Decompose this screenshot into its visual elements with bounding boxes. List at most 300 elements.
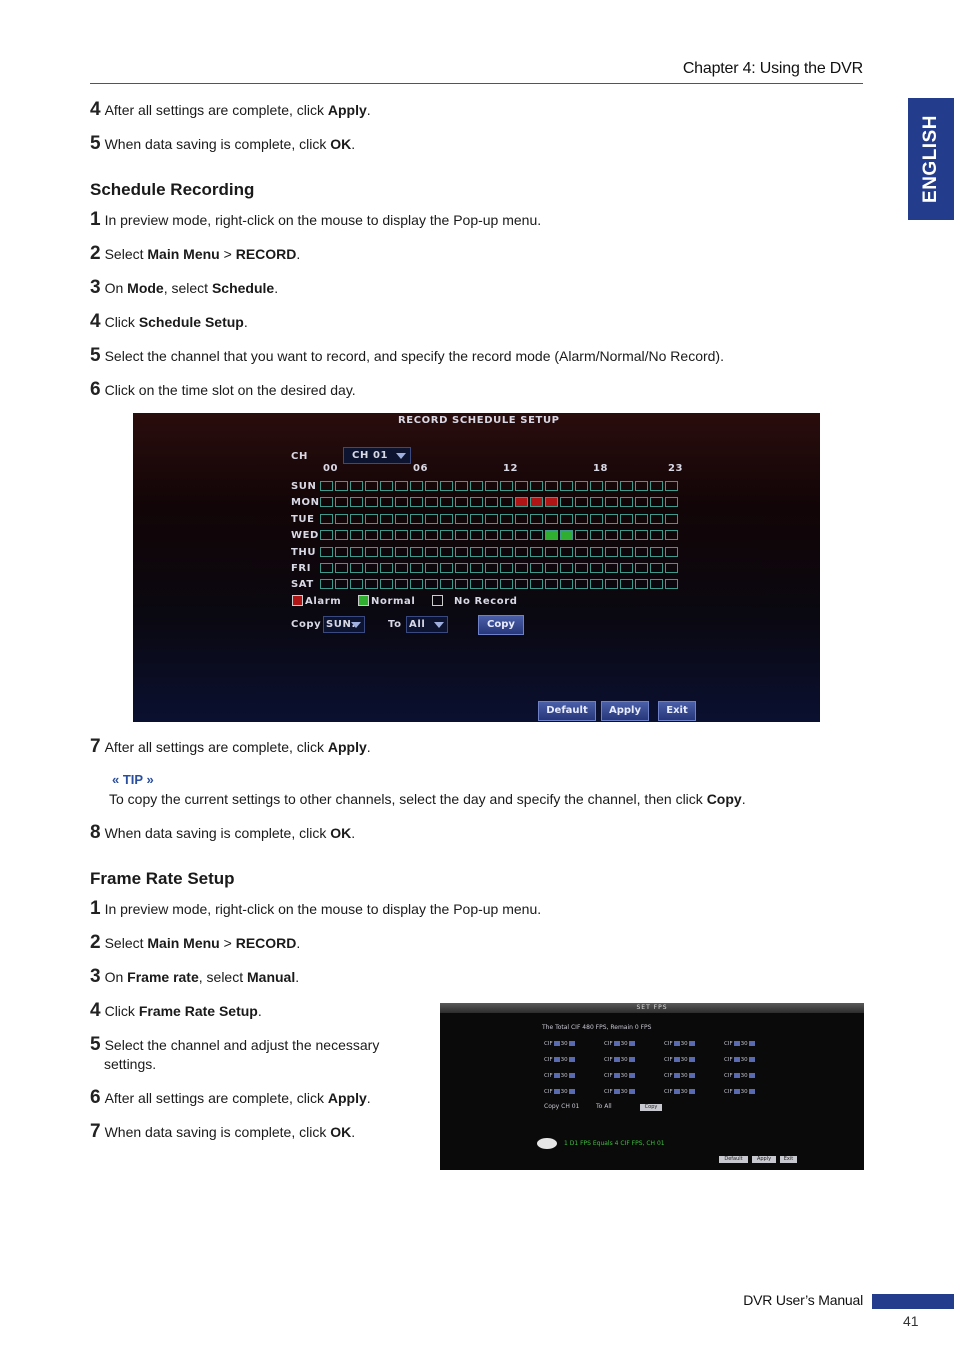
schedule-slot[interactable]	[545, 579, 558, 589]
schedule-slot[interactable]	[470, 563, 483, 573]
schedule-slot[interactable]	[410, 514, 423, 524]
day-label: THU	[291, 546, 317, 558]
schedule-slot[interactable]	[410, 497, 423, 507]
step-text: Click on the time slot on the desired day.	[104, 382, 356, 398]
schedule-slot[interactable]	[380, 514, 393, 524]
hour-label: 23	[668, 463, 684, 474]
fps-to-all: To All	[596, 1103, 612, 1110]
day-label: MON	[291, 497, 320, 509]
schedule-slot[interactable]	[515, 547, 528, 557]
schedule-slot[interactable]	[575, 497, 588, 507]
schedule-slot[interactable]	[620, 497, 633, 507]
step-text: >	[219, 246, 236, 262]
schedule-slot[interactable]	[590, 514, 603, 524]
schedule-slot[interactable]	[320, 579, 333, 589]
fps-channel-setting[interactable]: CIF 30	[664, 1057, 696, 1063]
day-label: FRI	[291, 563, 312, 574]
to-label: To	[388, 619, 402, 630]
schedule-slot[interactable]	[440, 563, 453, 573]
fps-screen-title: SET FPS	[440, 1003, 864, 1013]
schedule-slot[interactable]	[335, 481, 348, 491]
schedule-slot[interactable]	[440, 530, 453, 540]
step-text: Select the channel and adjust the necessary	[104, 1037, 380, 1053]
schedule-slot[interactable]	[380, 547, 393, 557]
fps-step-6	[90, 1088, 371, 1108]
step-number: 4	[90, 1000, 101, 1021]
step-text: On	[104, 280, 128, 296]
schedule-slot[interactable]	[530, 547, 543, 557]
fps-default-button[interactable]: Default	[719, 1156, 748, 1163]
schedule-slot[interactable]	[410, 547, 423, 557]
schedule-slot[interactable]	[500, 514, 513, 524]
step-text: Select	[104, 246, 148, 262]
step-bold: RECORD	[235, 935, 297, 951]
step-bold: Apply	[327, 102, 367, 118]
schedule-slot[interactable]	[530, 481, 543, 491]
schedule-slot[interactable]	[380, 563, 393, 573]
schedule-slot[interactable]	[455, 547, 468, 557]
schedule-slot[interactable]	[335, 547, 348, 557]
step-number: 5	[90, 133, 101, 154]
schedule-slot[interactable]	[455, 497, 468, 507]
schedule-slot[interactable]	[650, 547, 663, 557]
step-number: 5	[90, 1034, 101, 1055]
step-top-4	[90, 100, 371, 120]
schedule-slot[interactable]	[620, 579, 633, 589]
schedule-slot[interactable]	[665, 579, 678, 589]
schedule-slot[interactable]	[620, 514, 633, 524]
schedule-slot[interactable]	[515, 514, 528, 524]
schedule-slot[interactable]	[440, 579, 453, 589]
step-bold: OK	[330, 136, 352, 152]
fps-step-7	[90, 1122, 355, 1142]
schedule-slot[interactable]	[605, 514, 618, 524]
schedule-slot[interactable]	[470, 579, 483, 589]
schedule-slot[interactable]	[515, 497, 528, 507]
schedule-slot[interactable]	[350, 514, 363, 524]
schedule-slot[interactable]	[425, 481, 438, 491]
step-number: 6	[90, 1087, 101, 1108]
schedule-step-3	[90, 278, 278, 298]
schedule-slot[interactable]	[560, 579, 573, 589]
schedule-slot[interactable]	[425, 514, 438, 524]
schedule-slot[interactable]	[605, 497, 618, 507]
schedule-slot[interactable]	[440, 514, 453, 524]
tip-text	[109, 791, 746, 807]
step-bold: Main Menu	[147, 935, 220, 951]
schedule-slot[interactable]	[635, 481, 648, 491]
schedule-slot[interactable]	[605, 481, 618, 491]
schedule-slot[interactable]	[485, 579, 498, 589]
schedule-slot[interactable]	[320, 563, 333, 573]
schedule-slot[interactable]	[380, 481, 393, 491]
schedule-slot[interactable]	[470, 530, 483, 540]
schedule-slot[interactable]	[620, 530, 633, 540]
schedule-slot[interactable]	[575, 547, 588, 557]
copy-label: Copy	[291, 619, 322, 630]
schedule-slot[interactable]	[635, 497, 648, 507]
record-screen-title: RECORD SCHEDULE SETUP	[398, 415, 560, 426]
schedule-slot[interactable]	[440, 481, 453, 491]
hour-label: 00	[323, 463, 339, 474]
schedule-step-6	[90, 380, 356, 400]
schedule-slot[interactable]	[650, 579, 663, 589]
fps-channel-setting[interactable]: CIF 30	[604, 1057, 636, 1063]
schedule-slot[interactable]	[605, 547, 618, 557]
schedule-slot[interactable]	[455, 579, 468, 589]
channel-select[interactable]	[343, 447, 411, 464]
schedule-slot[interactable]	[425, 530, 438, 540]
schedule-slot[interactable]	[455, 481, 468, 491]
fps-channel-setting[interactable]: CIF 30	[724, 1073, 756, 1079]
copy-button[interactable]: Copy	[478, 615, 524, 635]
schedule-slot[interactable]	[320, 547, 333, 557]
schedule-step-4	[90, 312, 248, 332]
schedule-slot[interactable]	[575, 563, 588, 573]
schedule-slot[interactable]	[560, 563, 573, 573]
fps-channel-setting[interactable]: CIF 30	[604, 1041, 636, 1047]
schedule-slot[interactable]	[470, 481, 483, 491]
schedule-slot[interactable]	[335, 530, 348, 540]
schedule-slot[interactable]	[425, 547, 438, 557]
fps-exit-button[interactable]: Exit	[780, 1156, 797, 1163]
schedule-slot[interactable]	[650, 497, 663, 507]
schedule-slot[interactable]	[560, 530, 573, 540]
schedule-slot[interactable]	[515, 481, 528, 491]
step-number: 6	[90, 379, 101, 400]
step-bold: RECORD	[235, 246, 297, 262]
schedule-slot[interactable]	[395, 481, 408, 491]
schedule-slot[interactable]	[350, 563, 363, 573]
schedule-slot[interactable]	[365, 547, 378, 557]
schedule-slot[interactable]	[530, 497, 543, 507]
schedule-slot[interactable]	[395, 530, 408, 540]
footer-accent-bar	[872, 1294, 954, 1309]
schedule-slot[interactable]	[470, 497, 483, 507]
schedule-slot[interactable]	[365, 514, 378, 524]
schedule-slot[interactable]	[485, 547, 498, 557]
schedule-slot[interactable]	[440, 547, 453, 557]
schedule-slot[interactable]	[590, 530, 603, 540]
schedule-slot[interactable]	[395, 547, 408, 557]
chapter-header: Chapter 4: Using the DVR	[682, 60, 863, 77]
step-number: 7	[90, 736, 101, 757]
schedule-slot[interactable]	[545, 530, 558, 540]
schedule-step-5	[90, 346, 724, 366]
schedule-slot[interactable]	[560, 547, 573, 557]
schedule-slot[interactable]	[365, 481, 378, 491]
schedule-slot[interactable]	[650, 530, 663, 540]
schedule-slot[interactable]	[365, 563, 378, 573]
fps-channel-setting[interactable]: CIF 30	[544, 1057, 576, 1063]
step-number: 5	[90, 345, 101, 366]
schedule-slot[interactable]	[530, 514, 543, 524]
schedule-slot[interactable]	[395, 514, 408, 524]
schedule-slot[interactable]	[665, 481, 678, 491]
copy-from-value: SUN.	[326, 619, 356, 630]
schedule-slot[interactable]	[500, 547, 513, 557]
schedule-slot[interactable]	[410, 481, 423, 491]
schedule-slot[interactable]	[650, 514, 663, 524]
mouse-icon	[537, 1138, 557, 1149]
fps-apply-button[interactable]: Apply	[752, 1156, 776, 1163]
schedule-slot[interactable]	[485, 497, 498, 507]
step-text: .	[351, 136, 356, 152]
no-record-legend-swatch	[432, 595, 443, 606]
fps-channel-setting[interactable]: CIF 30	[544, 1073, 576, 1079]
schedule-slot[interactable]	[665, 530, 678, 540]
channel-select-value: CH 01	[352, 450, 389, 461]
schedule-slot[interactable]	[560, 514, 573, 524]
schedule-slot[interactable]	[620, 547, 633, 557]
chevron-down-icon	[351, 622, 361, 628]
fps-channel-setting[interactable]: CIF 30	[544, 1089, 576, 1095]
fps-channel-setting[interactable]: CIF 30	[724, 1057, 756, 1063]
alarm-legend-label: Alarm	[305, 596, 342, 607]
fps-channel-setting[interactable]: CIF 30	[724, 1089, 756, 1095]
tip-bold: Copy	[706, 791, 742, 807]
schedule-slot[interactable]	[350, 530, 363, 540]
schedule-slot[interactable]	[455, 514, 468, 524]
fps-channel-setting[interactable]: CIF 30	[664, 1073, 696, 1079]
schedule-slot[interactable]	[335, 579, 348, 589]
schedule-slot[interactable]	[605, 579, 618, 589]
fps-step-1	[90, 899, 541, 919]
schedule-slot[interactable]	[530, 530, 543, 540]
schedule-slot[interactable]	[410, 530, 423, 540]
schedule-slot[interactable]	[485, 481, 498, 491]
day-label: WED	[291, 530, 319, 542]
schedule-slot[interactable]	[335, 563, 348, 573]
step-text: .	[296, 246, 301, 262]
schedule-slot[interactable]	[410, 579, 423, 589]
default-button[interactable]: Default	[538, 701, 596, 721]
step-text: .	[296, 935, 301, 951]
schedule-step-1	[90, 210, 541, 230]
schedule-slot[interactable]	[455, 563, 468, 573]
schedule-slot[interactable]	[590, 547, 603, 557]
tip-text-end: .	[741, 791, 746, 807]
step-text: Click	[104, 1003, 139, 1019]
step-number: 4	[90, 311, 101, 332]
schedule-slot[interactable]	[650, 481, 663, 491]
schedule-slot[interactable]	[545, 547, 558, 557]
fps-channel-setting[interactable]: CIF 30	[604, 1089, 636, 1095]
step-bold: Main Menu	[147, 246, 220, 262]
schedule-slot[interactable]	[500, 563, 513, 573]
schedule-slot[interactable]	[395, 579, 408, 589]
schedule-step-8	[90, 823, 355, 843]
schedule-slot[interactable]	[605, 563, 618, 573]
step-bold: Schedule	[211, 280, 275, 296]
schedule-slot[interactable]	[380, 497, 393, 507]
copy-from-select[interactable]	[323, 616, 365, 633]
step-text: Select	[104, 935, 148, 951]
schedule-slot[interactable]	[635, 563, 648, 573]
step-text: When data saving is complete, click	[104, 1124, 331, 1140]
hour-label: 12	[503, 463, 519, 474]
step-bold: OK	[330, 1124, 352, 1140]
schedule-slot[interactable]	[515, 530, 528, 540]
schedule-slot[interactable]	[350, 547, 363, 557]
step-number: 8	[90, 822, 101, 843]
copy-to-select[interactable]	[406, 616, 448, 633]
schedule-slot[interactable]	[500, 579, 513, 589]
schedule-slot[interactable]	[350, 481, 363, 491]
schedule-slot[interactable]	[590, 563, 603, 573]
schedule-slot[interactable]	[335, 514, 348, 524]
schedule-slot[interactable]	[605, 530, 618, 540]
schedule-slot[interactable]	[470, 514, 483, 524]
schedule-step-7	[90, 737, 371, 757]
schedule-slot[interactable]	[455, 530, 468, 540]
schedule-slot[interactable]	[500, 481, 513, 491]
step-bold: Manual	[247, 969, 296, 985]
schedule-slot[interactable]	[425, 563, 438, 573]
fps-copy-button[interactable]: Copy	[640, 1104, 662, 1111]
schedule-slot[interactable]	[590, 481, 603, 491]
fps-channel-setting[interactable]: CIF 30	[664, 1089, 696, 1095]
fps-note: 1 D1 FPS Equals 4 CIF FPS, CH 01	[564, 1140, 665, 1147]
schedule-slot[interactable]	[635, 514, 648, 524]
section-title-schedule: Schedule Recording	[90, 180, 255, 199]
schedule-slot[interactable]	[575, 481, 588, 491]
schedule-slot[interactable]	[590, 579, 603, 589]
step-text: Select the channel that you want to record, and specify the record mode (Alarm/Normal/No Record).	[104, 348, 724, 364]
step-text: .	[295, 969, 300, 985]
schedule-slot[interactable]	[530, 563, 543, 573]
schedule-slot[interactable]	[635, 547, 648, 557]
schedule-slot[interactable]	[575, 530, 588, 540]
schedule-slot[interactable]	[320, 514, 333, 524]
schedule-slot[interactable]	[530, 579, 543, 589]
schedule-slot[interactable]	[560, 481, 573, 491]
schedule-slot[interactable]	[320, 497, 333, 507]
schedule-slot[interactable]	[620, 481, 633, 491]
step-number: 3	[90, 966, 101, 987]
section-title-frame-rate: Frame Rate Setup	[90, 869, 235, 888]
step-bold: Schedule Setup	[138, 314, 244, 330]
schedule-slot[interactable]	[500, 530, 513, 540]
schedule-slot[interactable]	[500, 497, 513, 507]
no-record-legend-label: No Record	[454, 596, 518, 607]
schedule-slot[interactable]	[665, 547, 678, 557]
schedule-slot[interactable]	[485, 530, 498, 540]
fps-step-4	[90, 1001, 262, 1021]
chevron-down-icon	[434, 622, 444, 628]
alarm-legend-swatch	[292, 595, 303, 606]
schedule-slot[interactable]	[320, 481, 333, 491]
fps-channel-setting[interactable]: CIF 30	[724, 1041, 756, 1047]
schedule-slot[interactable]	[590, 497, 603, 507]
schedule-slot[interactable]	[470, 547, 483, 557]
step-number: 3	[90, 277, 101, 298]
schedule-slot[interactable]	[425, 579, 438, 589]
schedule-slot[interactable]	[620, 563, 633, 573]
schedule-slot[interactable]	[515, 563, 528, 573]
fps-channel-setting[interactable]: CIF 30	[544, 1041, 576, 1047]
schedule-slot[interactable]	[485, 514, 498, 524]
set-fps-screenshot	[440, 1003, 864, 1170]
schedule-slot[interactable]	[545, 563, 558, 573]
tip-heading: « TIP »	[112, 772, 154, 787]
schedule-slot[interactable]	[440, 497, 453, 507]
step-text: .	[274, 280, 279, 296]
schedule-slot[interactable]	[365, 530, 378, 540]
language-tab	[908, 98, 954, 220]
step-bold: OK	[330, 825, 352, 841]
normal-legend-swatch	[358, 595, 369, 606]
apply-button[interactable]: Apply	[601, 701, 649, 721]
copy-to-value: All	[409, 619, 426, 630]
schedule-step-2	[90, 244, 300, 264]
fps-total-line: The Total CIF 480 FPS, Remain 0 FPS	[542, 1024, 652, 1031]
schedule-slot[interactable]	[545, 481, 558, 491]
step-number: 2	[90, 243, 101, 264]
schedule-slot[interactable]	[395, 497, 408, 507]
schedule-slot[interactable]	[650, 563, 663, 573]
header-rule	[90, 83, 863, 84]
step-text: .	[257, 1003, 262, 1019]
schedule-slot[interactable]	[380, 530, 393, 540]
schedule-slot[interactable]	[575, 514, 588, 524]
fps-channel-setting[interactable]: CIF 30	[664, 1041, 696, 1047]
exit-button[interactable]: Exit	[658, 701, 696, 721]
schedule-slot[interactable]	[545, 497, 558, 507]
record-schedule-screenshot	[133, 413, 820, 722]
schedule-slot[interactable]	[665, 514, 678, 524]
step-number: 1	[90, 209, 101, 230]
schedule-slot[interactable]	[380, 579, 393, 589]
normal-legend-label: Normal	[371, 596, 416, 607]
step-number: 7	[90, 1121, 101, 1142]
schedule-slot[interactable]	[350, 579, 363, 589]
hour-label: 18	[593, 463, 609, 474]
step-bold: Mode	[127, 280, 164, 296]
step-bold: Apply	[327, 739, 367, 755]
step-top-5	[90, 134, 355, 154]
schedule-slot[interactable]	[320, 530, 333, 540]
schedule-slot[interactable]	[665, 563, 678, 573]
day-label: TUE	[291, 513, 315, 525]
step-text: In preview mode, right-click on the mouse to display the Pop-up menu.	[104, 901, 542, 917]
day-label: SUN	[291, 481, 317, 492]
schedule-slot[interactable]	[665, 497, 678, 507]
step-text: >	[219, 935, 236, 951]
schedule-slot[interactable]	[410, 563, 423, 573]
schedule-slot[interactable]	[350, 497, 363, 507]
step-bold: Apply	[327, 1090, 367, 1106]
schedule-slot[interactable]	[635, 530, 648, 540]
schedule-slot[interactable]	[560, 497, 573, 507]
schedule-slot[interactable]	[485, 563, 498, 573]
schedule-slot[interactable]	[365, 497, 378, 507]
fps-channel-setting[interactable]: CIF 30	[604, 1073, 636, 1079]
schedule-slot[interactable]	[425, 497, 438, 507]
step-text: .	[351, 1124, 356, 1140]
schedule-slot[interactable]	[575, 579, 588, 589]
step-text: After all settings are complete, click	[104, 739, 328, 755]
schedule-slot[interactable]	[545, 514, 558, 524]
schedule-slot[interactable]	[635, 579, 648, 589]
schedule-slot[interactable]	[365, 579, 378, 589]
schedule-slot[interactable]	[335, 497, 348, 507]
schedule-slot[interactable]	[515, 579, 528, 589]
schedule-slot[interactable]	[395, 563, 408, 573]
step-bold: Frame rate	[127, 969, 199, 985]
step-text: .	[366, 102, 371, 118]
footer-manual-title: DVR User’s Manual	[743, 1292, 863, 1308]
